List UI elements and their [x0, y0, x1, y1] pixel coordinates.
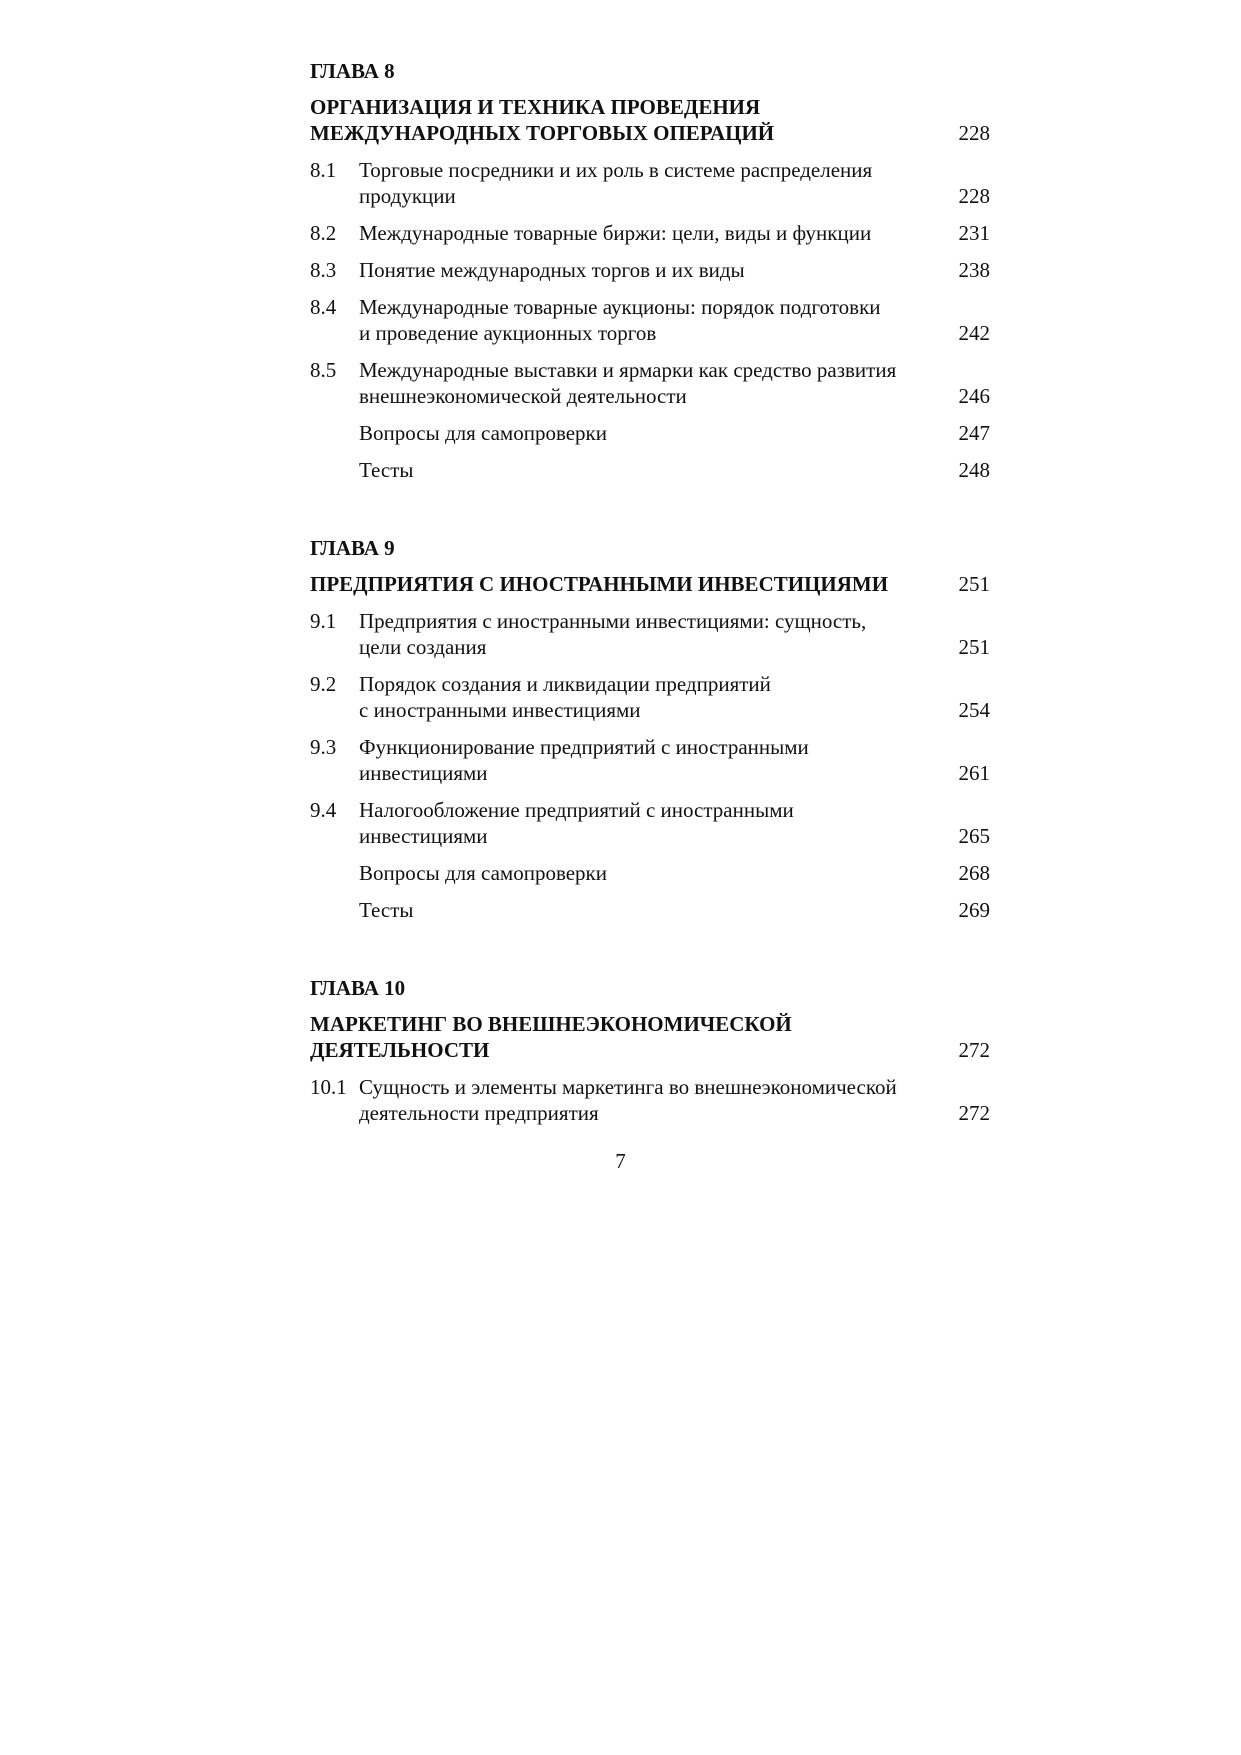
entry-number: 9.3 [310, 735, 337, 759]
entry-title: Торговые посредники и их роль в системе распределения продукции [359, 158, 873, 208]
entry-page-number: 238 [958, 258, 990, 282]
table-of-contents [310, 58, 990, 1178]
entry-title: Тесты [359, 458, 414, 482]
entry-title: Международные товарные биржи: цели, виды и функции [359, 221, 872, 245]
chapter-page-number: 251 [958, 572, 990, 596]
toc-entry [310, 457, 990, 483]
toc-entry [310, 608, 990, 660]
chapter-label: ГЛАВА 10 [310, 976, 406, 1000]
toc-entry [310, 357, 990, 409]
entry-title: Тесты [359, 898, 414, 922]
chapter-label: ГЛАВА 8 [310, 59, 395, 83]
chapter-title: МАРКЕТИНГ ВО ВНЕШНЕЭКОНОМИЧЕСКОЙ ДЕЯТЕЛЬНОСТИ [310, 1012, 792, 1062]
entry-page-number: 246 [958, 384, 990, 408]
toc-entry [310, 897, 990, 923]
chapter-10 [310, 975, 990, 1126]
entry-title: Вопросы для самопроверки [359, 421, 608, 445]
toc-entry [310, 797, 990, 849]
entry-title: Международные товарные аукционы: порядок подготовки и проведение аукционных торгов [359, 295, 881, 345]
chapter-9 [310, 535, 990, 923]
chapter-title: ОРГАНИЗАЦИЯ И ТЕХНИКА ПРОВЕДЕНИЯ МЕЖДУНАРОДНЫХ ТОРГОВЫХ ОПЕРАЦИЙ [310, 95, 775, 145]
entry-title: Предприятия с иностранными инвестициями: сущность, цели создания [359, 609, 867, 659]
entry-page-number: 248 [958, 458, 990, 482]
entry-number: 9.1 [310, 609, 337, 633]
entry-page-number: 251 [958, 635, 990, 659]
toc-entry [310, 860, 990, 886]
entry-title: Функционирование предприятий с иностранными инвестициями [359, 735, 809, 785]
entry-number: 8.1 [310, 158, 337, 182]
page-number: 7 [615, 1149, 626, 1173]
entry-number: 8.4 [310, 295, 337, 319]
entry-number: 9.4 [310, 798, 337, 822]
entry-page-number: 265 [958, 824, 990, 848]
entry-title: Налогообложение предприятий с иностранными инвестициями [359, 798, 794, 848]
entry-title: Порядок создания и ликвидации предприятий с иностранными инвестициями [359, 672, 771, 722]
chapter-page-number: 272 [958, 1038, 990, 1062]
toc-entry [310, 420, 990, 446]
entry-page-number: 261 [958, 761, 990, 785]
entry-page-number: 254 [958, 698, 990, 722]
entry-page-number: 231 [958, 221, 990, 245]
entry-page-number: 228 [958, 184, 990, 208]
entry-number: 8.2 [310, 221, 337, 245]
entry-number: 8.5 [310, 358, 337, 382]
chapter-8 [310, 58, 990, 483]
entry-title: Вопросы для самопроверки [359, 861, 608, 885]
entry-title: Сущность и элементы маркетинга во внешнеэкономической деятельности предприятия [359, 1075, 897, 1125]
entry-number: 8.3 [310, 258, 337, 282]
chapter-page-number: 228 [958, 121, 990, 145]
chapter-title: ПРЕДПРИЯТИЯ С ИНОСТРАННЫМИ ИНВЕСТИЦИЯМИ [310, 572, 889, 596]
entry-page-number: 272 [958, 1101, 990, 1125]
entry-page-number: 247 [958, 421, 990, 445]
entry-number: 9.2 [310, 672, 337, 696]
entry-title: Международные выставки и ярмарки как средство развития внешнеэкономической деятельности [359, 358, 897, 408]
chapter-label: ГЛАВА 9 [310, 536, 395, 560]
toc-entry [310, 220, 990, 246]
entry-number: 10.1 [310, 1075, 347, 1099]
entry-page-number: 242 [958, 321, 990, 345]
chapter-heading [310, 1011, 990, 1063]
entry-title: Понятие международных торгов и их виды [359, 258, 745, 282]
chapter-heading [310, 571, 990, 597]
toc-entry [310, 157, 990, 209]
toc-entry [310, 734, 990, 786]
chapter-heading [310, 94, 990, 146]
toc-entry [310, 294, 990, 346]
entry-page-number: 269 [958, 898, 990, 922]
toc-entry [310, 671, 990, 723]
toc-entry [310, 257, 990, 283]
toc-entry [310, 1074, 990, 1126]
entry-page-number: 268 [958, 861, 990, 885]
